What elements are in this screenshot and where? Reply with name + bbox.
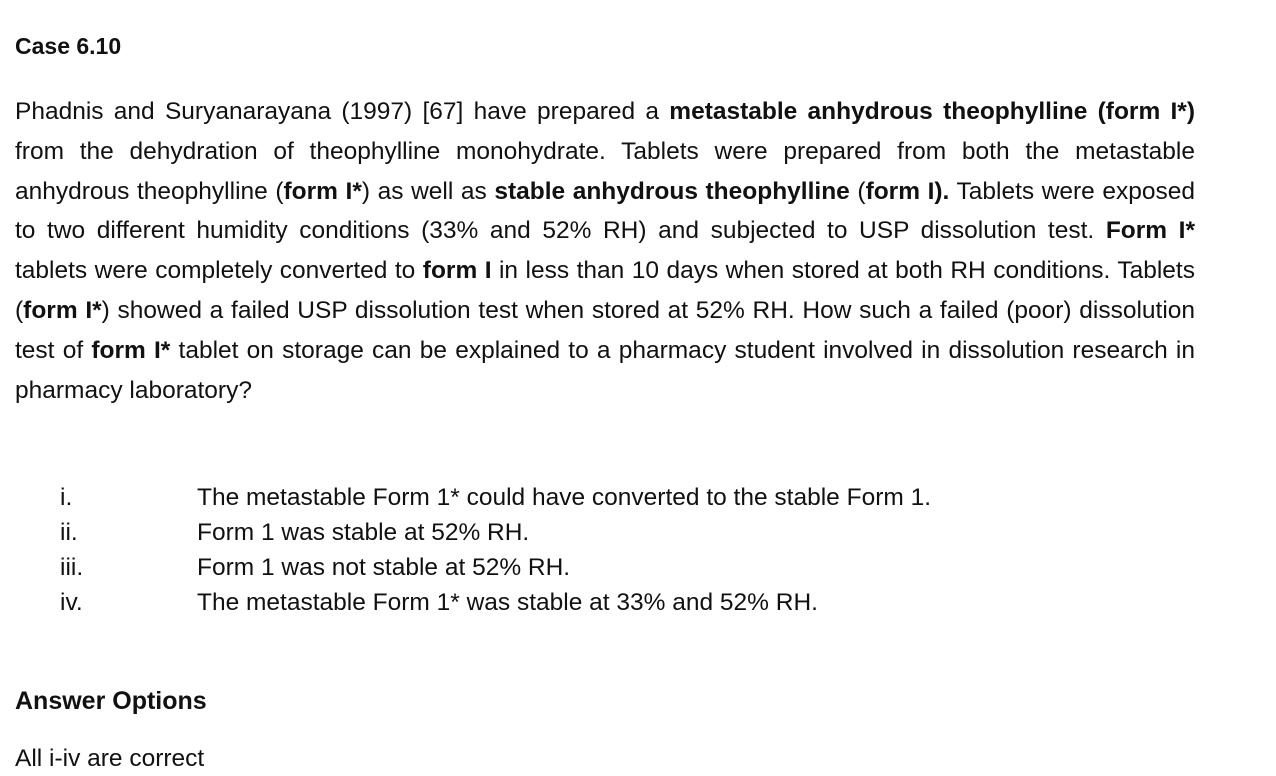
statement-list <box>15 480 931 620</box>
list-item <box>15 550 931 585</box>
paragraph-text: from the dehydration of theophylline monohydrate. Tablets were prepared from both the metastable anhydrous theophylline ( <box>15 137 1195 205</box>
paragraph-text: Tablets were exposed to two different humidity conditions (33% and 52% RH) and subjected to USP dissolution test. <box>15 177 1196 245</box>
list-item-text: Form 1 was stable at 52% RH. <box>197 519 530 546</box>
paragraph-bold: stable anhydrous theophylline <box>494 177 850 205</box>
paragraph-text: ( <box>849 177 866 205</box>
paragraph-text: in less than 10 days when stored at both RH conditions. Tablets ( <box>15 257 1195 324</box>
list-item <box>15 480 931 515</box>
list-item-number: iii. <box>60 554 84 581</box>
list-item-text: The metastable Form 1* was stable at 33% and 52% RH. <box>197 589 818 616</box>
case-title: Case 6.10 <box>15 33 122 59</box>
list-item-text: Form 1 was not stable at 52% RH. <box>197 554 571 581</box>
paragraph-bold: form I <box>422 257 492 285</box>
list-item-number: i. <box>60 484 73 511</box>
list-item-text: The metastable Form 1* could have converted to the stable Form 1. <box>197 484 932 511</box>
paragraph-bold: metastable anhydrous theophylline (form I*) <box>669 98 1196 125</box>
paragraph-text: Phadnis and Suryanarayana (1997) [67] have prepared a <box>15 98 670 125</box>
paragraph-bold: Form I* <box>1105 217 1195 245</box>
paragraph-bold: form I* <box>283 177 362 205</box>
paragraph-text: ) showed a failed USP dissolution test when stored at 52% RH. How such a failed (poor) dissolution test of <box>15 296 1196 364</box>
paragraph-bold: form I* <box>23 296 102 324</box>
answer-option-first: All i-iv are correct <box>15 745 205 772</box>
answer-options-heading: Answer Options <box>15 687 207 715</box>
paragraph-bold: form I* <box>91 336 171 364</box>
paragraph-text: ) as well as <box>361 177 495 205</box>
list-item-number: iv. <box>60 589 83 616</box>
paragraph-text: tablet on storage can be explained to a pharmacy student involved in dissolution research in pharmacy laboratory? <box>15 336 1195 404</box>
paragraph-bold: form I). <box>865 177 950 205</box>
list-item-number: ii. <box>60 519 78 546</box>
list-item <box>15 515 931 550</box>
paragraph-text: tablets were completely converted to <box>15 257 423 285</box>
case-paragraph <box>15 92 1195 410</box>
list-item <box>15 585 931 620</box>
